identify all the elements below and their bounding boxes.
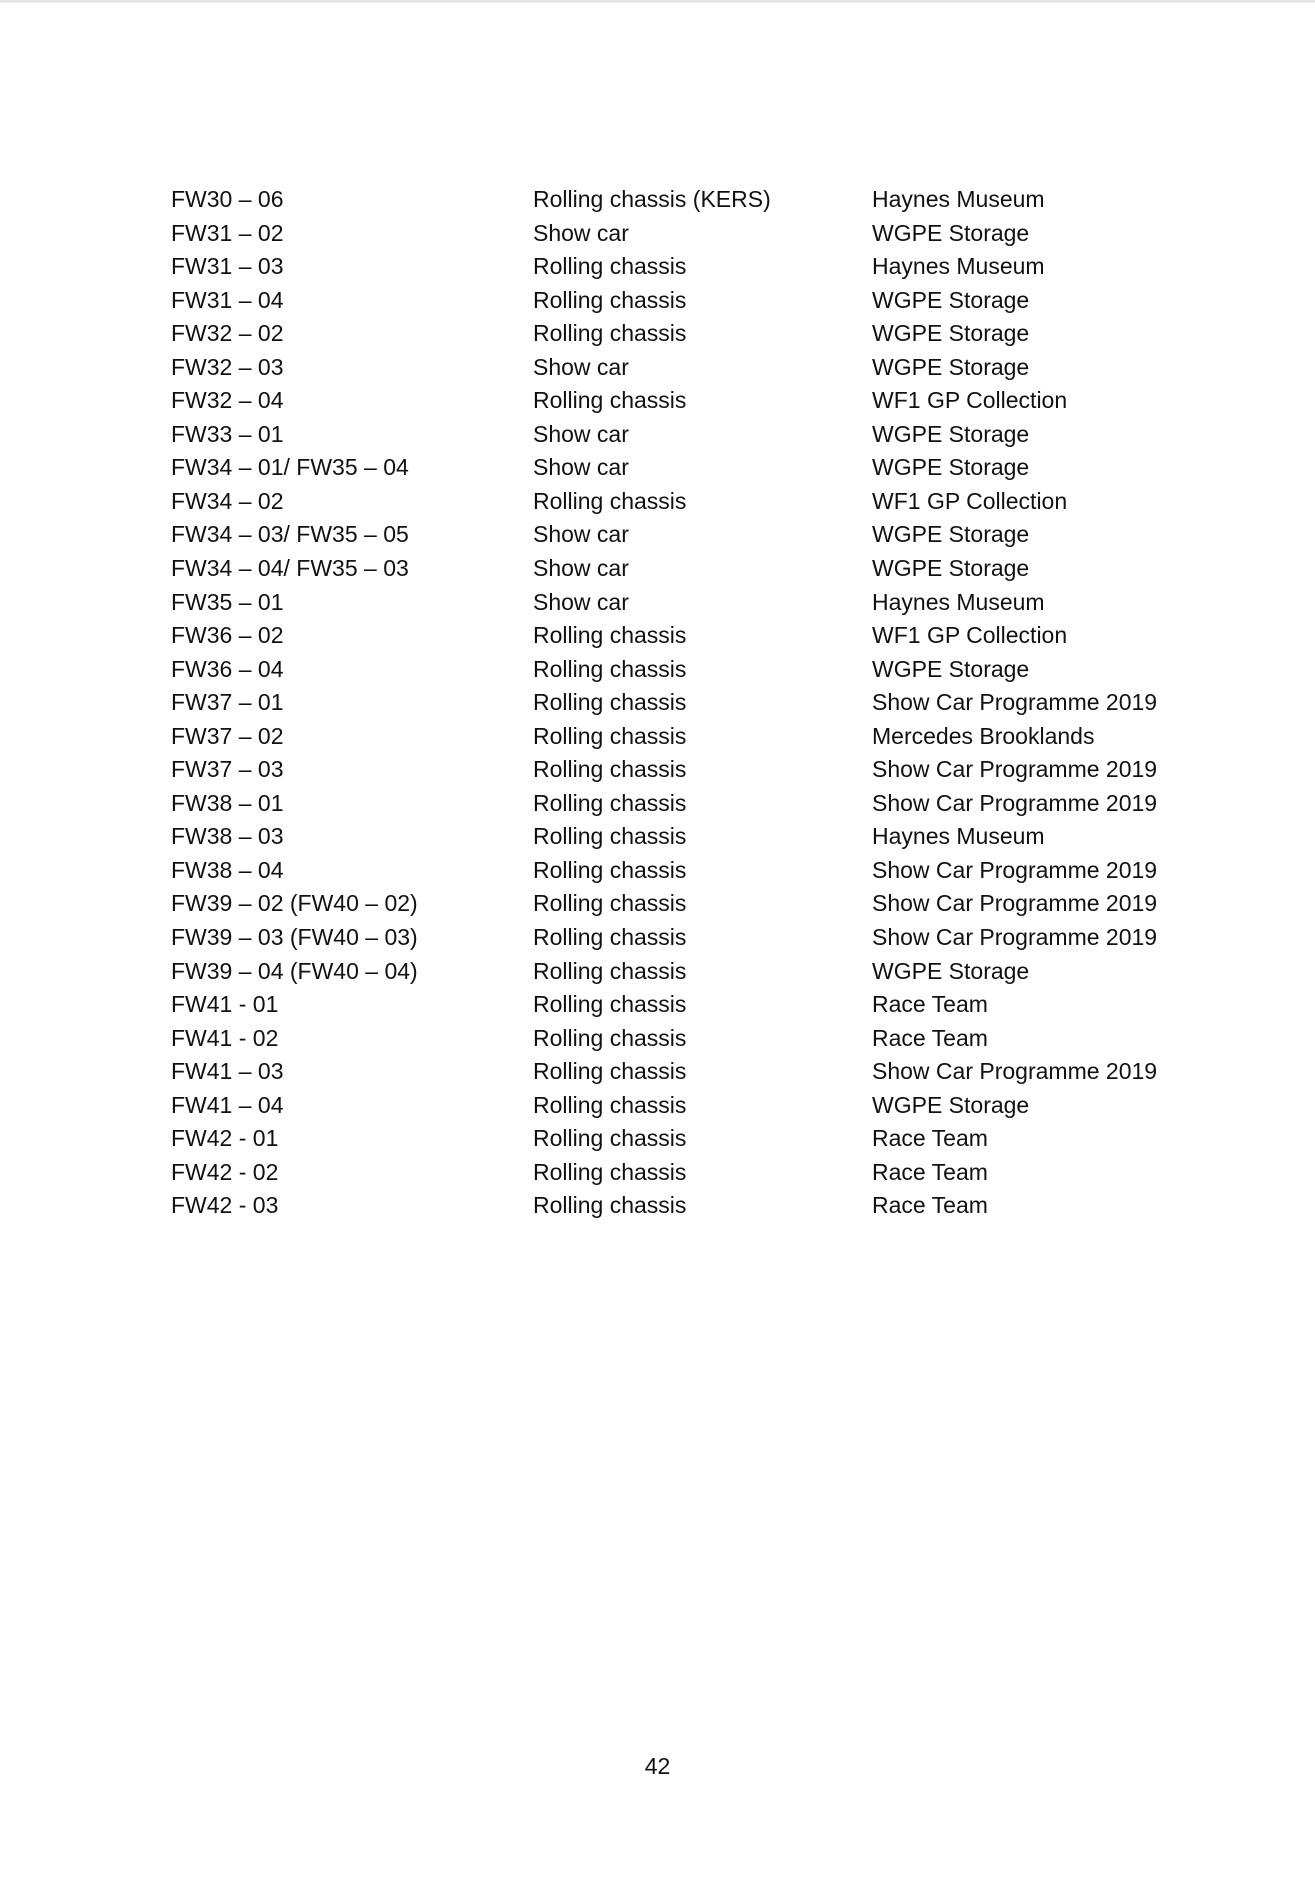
chassis-cell: FW37 – 01 bbox=[171, 689, 284, 716]
type-cell: Rolling chassis bbox=[533, 655, 687, 682]
chassis-cell: FW30 – 06 bbox=[171, 186, 284, 212]
chassis-cell: FW36 – 02 bbox=[171, 622, 284, 649]
type-cell: Rolling chassis bbox=[533, 924, 687, 951]
type-cell: Rolling chassis bbox=[533, 622, 687, 649]
type-cell: Rolling chassis bbox=[533, 957, 687, 984]
location-cell: WGPE Storage bbox=[872, 420, 1030, 447]
chassis-cell: FW42 - 01 bbox=[171, 1125, 279, 1152]
table-row bbox=[171, 754, 1211, 788]
table-row bbox=[171, 1123, 1211, 1157]
table-row bbox=[171, 318, 1211, 352]
table-row bbox=[171, 251, 1211, 285]
table-row bbox=[171, 452, 1211, 486]
location-cell: WGPE Storage bbox=[872, 353, 1030, 380]
location-cell: WGPE Storage bbox=[872, 555, 1030, 582]
type-cell: Rolling chassis bbox=[533, 1058, 687, 1085]
chassis-cell: FW39 – 02 (FW40 – 02) bbox=[171, 890, 418, 917]
location-cell: Show Car Programme 2019 bbox=[872, 756, 1158, 783]
chassis-cell: FW41 – 04 bbox=[171, 1091, 284, 1118]
location-cell: Race Team bbox=[872, 1192, 988, 1219]
table-row bbox=[171, 184, 1211, 218]
type-cell: Show car bbox=[533, 353, 629, 380]
type-cell: Rolling chassis bbox=[533, 689, 687, 716]
location-cell: Race Team bbox=[872, 1024, 988, 1051]
type-cell: Rolling chassis bbox=[533, 320, 687, 347]
location-cell: WF1 GP Collection bbox=[872, 387, 1068, 414]
table-row bbox=[171, 956, 1211, 990]
location-cell: Race Team bbox=[872, 1125, 988, 1152]
location-cell: WGPE Storage bbox=[872, 320, 1030, 347]
type-cell: Rolling chassis bbox=[533, 756, 687, 783]
chassis-cell: FW32 – 02 bbox=[171, 320, 284, 347]
location-cell: Race Team bbox=[872, 991, 988, 1018]
chassis-cell: FW32 – 04 bbox=[171, 387, 284, 414]
location-cell: Show Car Programme 2019 bbox=[872, 890, 1158, 917]
chassis-cell: FW37 – 03 bbox=[171, 756, 284, 783]
location-cell: WGPE Storage bbox=[872, 521, 1030, 548]
table-row bbox=[171, 721, 1211, 755]
chassis-cell: FW38 – 03 bbox=[171, 823, 284, 850]
type-cell: Show car bbox=[533, 521, 629, 548]
table-row bbox=[171, 855, 1211, 889]
type-cell: Rolling chassis bbox=[533, 1125, 687, 1152]
location-cell: WGPE Storage bbox=[872, 219, 1030, 246]
table-row bbox=[171, 620, 1211, 654]
chassis-cell: FW35 – 01 bbox=[171, 588, 284, 615]
chassis-cell: FW34 – 01/ FW35 – 04 bbox=[171, 454, 409, 481]
type-cell: Show car bbox=[533, 588, 629, 615]
chassis-cell: FW34 – 02 bbox=[171, 487, 284, 514]
chassis-cell: FW38 – 04 bbox=[171, 856, 284, 883]
location-cell: Show Car Programme 2019 bbox=[872, 1058, 1158, 1085]
type-cell: Show car bbox=[533, 555, 629, 582]
chassis-cell: FW34 – 03/ FW35 – 05 bbox=[171, 521, 409, 548]
chassis-cell: FW31 – 03 bbox=[171, 253, 284, 280]
location-cell: Show Car Programme 2019 bbox=[872, 856, 1158, 883]
location-cell: WF1 GP Collection bbox=[872, 622, 1068, 649]
chassis-cell: FW31 – 04 bbox=[171, 286, 284, 313]
location-cell: Haynes Museum bbox=[872, 823, 1045, 850]
location-cell: Haynes Museum bbox=[872, 253, 1045, 280]
type-cell: Rolling chassis bbox=[533, 1091, 687, 1118]
location-cell: Haynes Museum bbox=[872, 588, 1045, 615]
location-cell: WGPE Storage bbox=[872, 454, 1030, 481]
chassis-cell: FW42 - 03 bbox=[171, 1192, 279, 1219]
location-cell: Haynes Museum bbox=[872, 186, 1045, 212]
type-cell: Rolling chassis bbox=[533, 722, 687, 749]
table-row bbox=[171, 821, 1211, 855]
table-row bbox=[171, 1023, 1211, 1057]
location-cell: WGPE Storage bbox=[872, 655, 1030, 682]
type-cell: Rolling chassis bbox=[533, 253, 687, 280]
table-row bbox=[171, 352, 1211, 386]
chassis-cell: FW31 – 02 bbox=[171, 219, 284, 246]
location-cell: WGPE Storage bbox=[872, 1091, 1030, 1118]
chassis-cell: FW34 – 04/ FW35 – 03 bbox=[171, 555, 409, 582]
table-row bbox=[171, 1157, 1211, 1191]
location-cell: Mercedes Brooklands bbox=[872, 722, 1095, 749]
location-cell: WGPE Storage bbox=[872, 286, 1030, 313]
chassis-cell: FW33 – 01 bbox=[171, 420, 284, 447]
table-row bbox=[171, 587, 1211, 621]
type-cell: Rolling chassis bbox=[533, 487, 687, 514]
table-row bbox=[171, 285, 1211, 319]
type-cell: Rolling chassis bbox=[533, 387, 687, 414]
chassis-cell: FW32 – 03 bbox=[171, 353, 284, 380]
chassis-cell: FW42 - 02 bbox=[171, 1158, 279, 1185]
location-cell: Race Team bbox=[872, 1158, 988, 1185]
type-cell: Rolling chassis bbox=[533, 856, 687, 883]
table-row bbox=[171, 419, 1211, 453]
table-row bbox=[171, 922, 1211, 956]
type-cell: Rolling chassis bbox=[533, 823, 687, 850]
type-cell: Show car bbox=[533, 420, 629, 447]
chassis-cell: FW39 – 03 (FW40 – 03) bbox=[171, 924, 418, 951]
type-cell: Rolling chassis bbox=[533, 991, 687, 1018]
type-cell: Show car bbox=[533, 219, 629, 246]
chassis-table bbox=[171, 184, 1211, 1224]
table-row bbox=[171, 654, 1211, 688]
table-row bbox=[171, 553, 1211, 587]
location-cell: WGPE Storage bbox=[872, 957, 1030, 984]
table-row bbox=[171, 218, 1211, 252]
table-row bbox=[171, 888, 1211, 922]
chassis-cell: FW41 - 02 bbox=[171, 1024, 279, 1051]
location-cell: WF1 GP Collection bbox=[872, 487, 1068, 514]
table-row bbox=[171, 687, 1211, 721]
type-cell: Rolling chassis bbox=[533, 1158, 687, 1185]
chassis-cell: FW41 – 03 bbox=[171, 1058, 284, 1085]
chassis-cell: FW36 – 04 bbox=[171, 655, 284, 682]
table-row bbox=[171, 1190, 1211, 1224]
chassis-cell: FW37 – 02 bbox=[171, 722, 284, 749]
table-row bbox=[171, 519, 1211, 553]
location-cell: Show Car Programme 2019 bbox=[872, 789, 1158, 816]
chassis-cell: FW38 – 01 bbox=[171, 789, 284, 816]
type-cell: Show car bbox=[533, 454, 629, 481]
type-cell: Rolling chassis (KERS) bbox=[533, 186, 771, 212]
table-row bbox=[171, 486, 1211, 520]
type-cell: Rolling chassis bbox=[533, 890, 687, 917]
table-row bbox=[171, 989, 1211, 1023]
type-cell: Rolling chassis bbox=[533, 1192, 687, 1219]
table-row bbox=[171, 385, 1211, 419]
location-cell: Show Car Programme 2019 bbox=[872, 924, 1158, 951]
page-number: 42 bbox=[644, 1753, 671, 1779]
table-row bbox=[171, 1056, 1211, 1090]
table-row bbox=[171, 1090, 1211, 1124]
chassis-cell: FW41 - 01 bbox=[171, 991, 279, 1018]
type-cell: Rolling chassis bbox=[533, 1024, 687, 1051]
table-row bbox=[171, 788, 1211, 822]
location-cell: Show Car Programme 2019 bbox=[872, 689, 1158, 716]
type-cell: Rolling chassis bbox=[533, 789, 687, 816]
chassis-cell: FW39 – 04 (FW40 – 04) bbox=[171, 957, 418, 984]
type-cell: Rolling chassis bbox=[533, 286, 687, 313]
